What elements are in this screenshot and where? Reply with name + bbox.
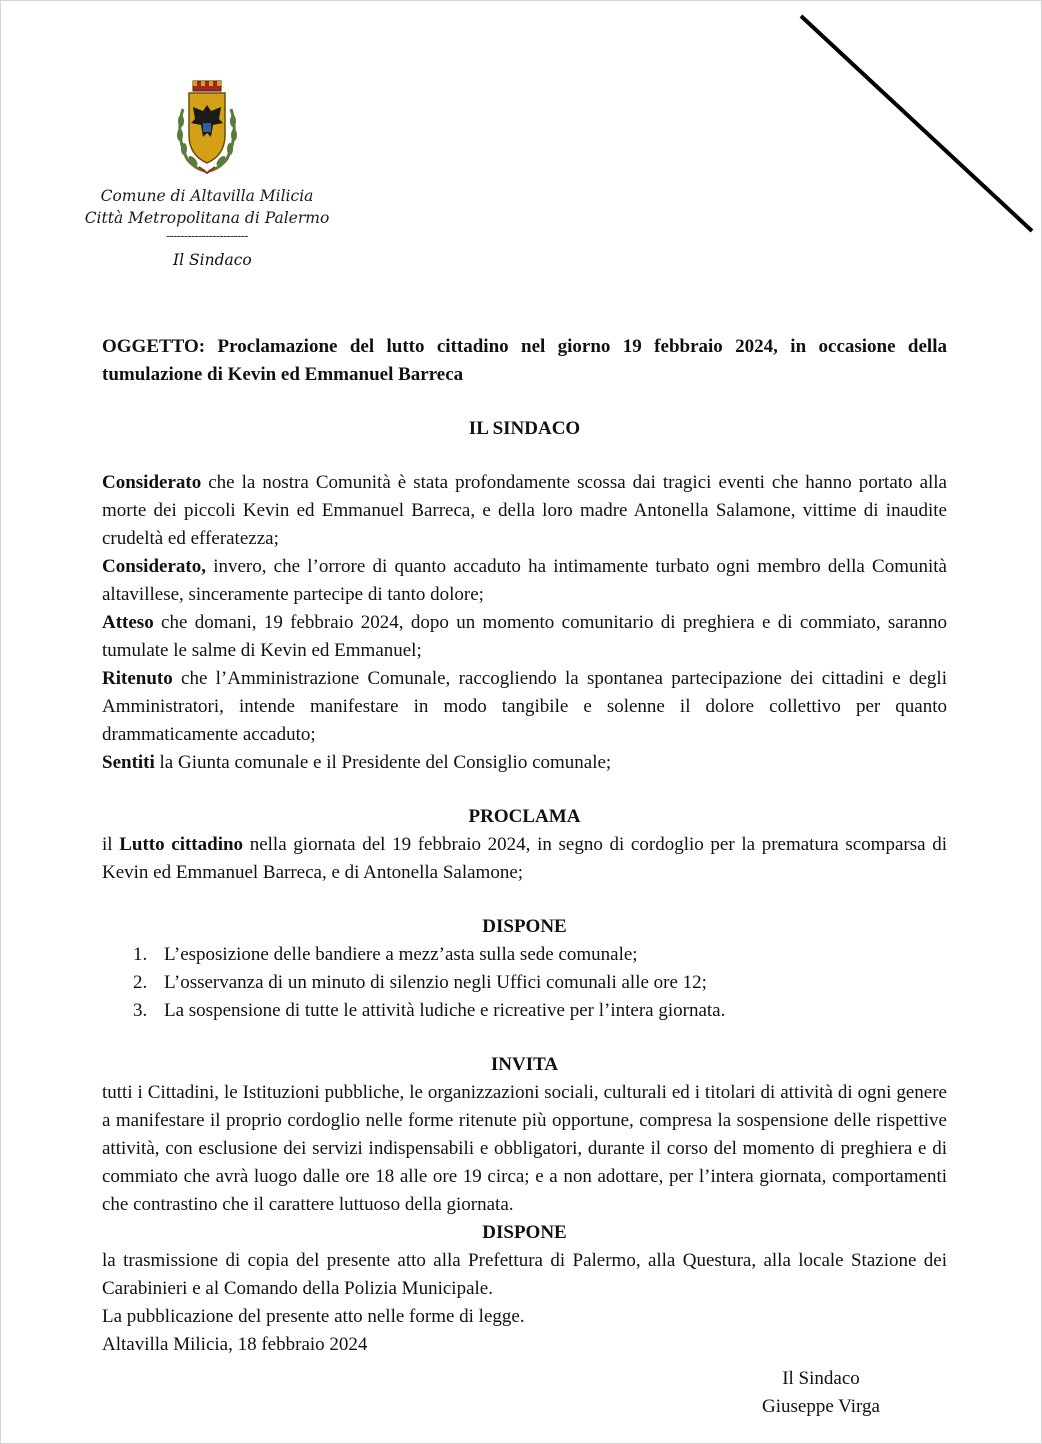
list-item-text: La sospensione di tutte le attività ludiche e ricreative per l’intera giornata. [164, 1000, 726, 1021]
recital-2 [102, 553, 947, 609]
proclama-keyword: Lutto cittadino [119, 834, 244, 855]
recital-keyword: Atteso [102, 612, 154, 633]
recital-3 [102, 609, 947, 665]
list-item [102, 997, 947, 1025]
recital-keyword: Considerato [102, 472, 202, 493]
signature-name: Giuseppe Virga [762, 1396, 880, 1417]
proclama-body: nella giornata del 19 febbraio 2024, in segno di cordoglio per la prematura scomparsa di Kevin ed Emmanuel Barreca, e di Antonella Salamone; [102, 834, 947, 883]
municipality-name: Comune di Altavilla Milicia [100, 187, 314, 205]
office-label: Il Sindaco [173, 251, 252, 269]
signature-block [741, 1365, 901, 1421]
mourning-stripe [796, 11, 1036, 236]
list-item-text: L’osservanza di un minuto di silenzio negli Uffici comunali alle ore 12; [164, 972, 707, 993]
recital-text: invero, che l’orrore di quanto accaduto ha intimamente turbato ogni membro della Comunità altavillese, sinceramente partecipe di tanto dolore; [102, 556, 947, 605]
list-item-number: 2. [133, 972, 148, 993]
list-item-number: 1. [133, 944, 148, 965]
recital-keyword: Considerato, [102, 556, 206, 577]
dispone-2-text: la trasmissione di copia del presente atto alla Prefettura di Palermo, alla Questura, alla locale Stazione dei Carabinieri e al Comando della Polizia Municipale. [102, 1250, 947, 1299]
place-date: Altavilla Milicia, 18 febbraio 2024 [102, 1334, 368, 1355]
dispone-list [102, 941, 947, 1025]
municipal-crest-icon [173, 79, 241, 177]
list-item-text: L’esposizione delle bandiere a mezz’asta sulla sede comunale; [164, 944, 638, 965]
signature-role: Il Sindaco [782, 1368, 860, 1389]
subject [102, 333, 947, 389]
proclama-text [102, 831, 947, 887]
list-item [102, 969, 947, 997]
title-dispone-1: DISPONE [482, 916, 567, 937]
recital-text: che la nostra Comunità è stata profondamente scossa dai tragici eventi che hanno portato alla morte dei piccoli Kevin ed Emmanuel Barreca, e della loro madre Antonella Salamone, vittime di inaudite crudeltà ed efferatezza; [102, 472, 947, 549]
letterhead-separator: ----------------------- [166, 229, 248, 243]
recital-text: che domani, 19 febbraio 2024, dopo un momento comunitario di preghiera e di commiato, saranno tumulate le salme di Kevin ed Emmanuel; [102, 612, 947, 661]
letterhead-office [131, 249, 331, 271]
recital-5 [102, 749, 947, 777]
title-proclama: PROCLAMA [468, 806, 581, 827]
metro-city-name: Città Metropolitana di Palermo [84, 209, 330, 227]
publication-text: La pubblicazione del presente atto nelle forme di legge. [102, 1306, 525, 1327]
document-body [102, 333, 947, 1359]
subject-text: Proclamazione del lutto cittadino nel giorno 19 febbraio 2024, in occasione della tumulazione di Kevin ed Emmanuel Barreca [102, 336, 947, 385]
recital-keyword: Ritenuto [102, 668, 173, 689]
recital-text: la Giunta comunale e il Presidente del Consiglio comunale; [154, 752, 612, 773]
recital-keyword: Sentiti [102, 752, 155, 773]
invita-text: tutti i Cittadini, le Istituzioni pubbliche, le organizzazioni sociali, culturali ed i titolari di attività di ogni genere a manifestare il proprio cordoglio nelle forme ritenute più opportune, compresa la sospensione delle rispettive attività, con esclusione dei servizi indispensabili e obbligatori, durante il corso del momento di preghiera e di commiato che avrà luogo dalle ore 18 alle ore 19 circa; e a non adottare, per l’intera giornata, comportamenti che contrastino che il carattere luttuoso della giornata. [102, 1082, 947, 1215]
title-il-sindaco: IL SINDACO [468, 418, 581, 439]
proclama-prefix: il [102, 834, 120, 855]
letterhead [81, 185, 333, 271]
list-item-number: 3. [133, 1000, 148, 1021]
title-invita: INVITA [490, 1054, 559, 1075]
list-item [102, 941, 947, 969]
recital-1 [102, 469, 947, 553]
title-dispone-2: DISPONE [482, 1222, 567, 1243]
recital-4 [102, 665, 947, 749]
recital-text: che l’Amministrazione Comunale, raccogliendo la spontanea partecipazione dei cittadini e degli Amministratori, intende manifestare in modo tangibile e solenne il dolore collettivo per quanto drammaticamente accaduto; [102, 668, 947, 745]
subject-label: OGGETTO: [102, 336, 206, 357]
